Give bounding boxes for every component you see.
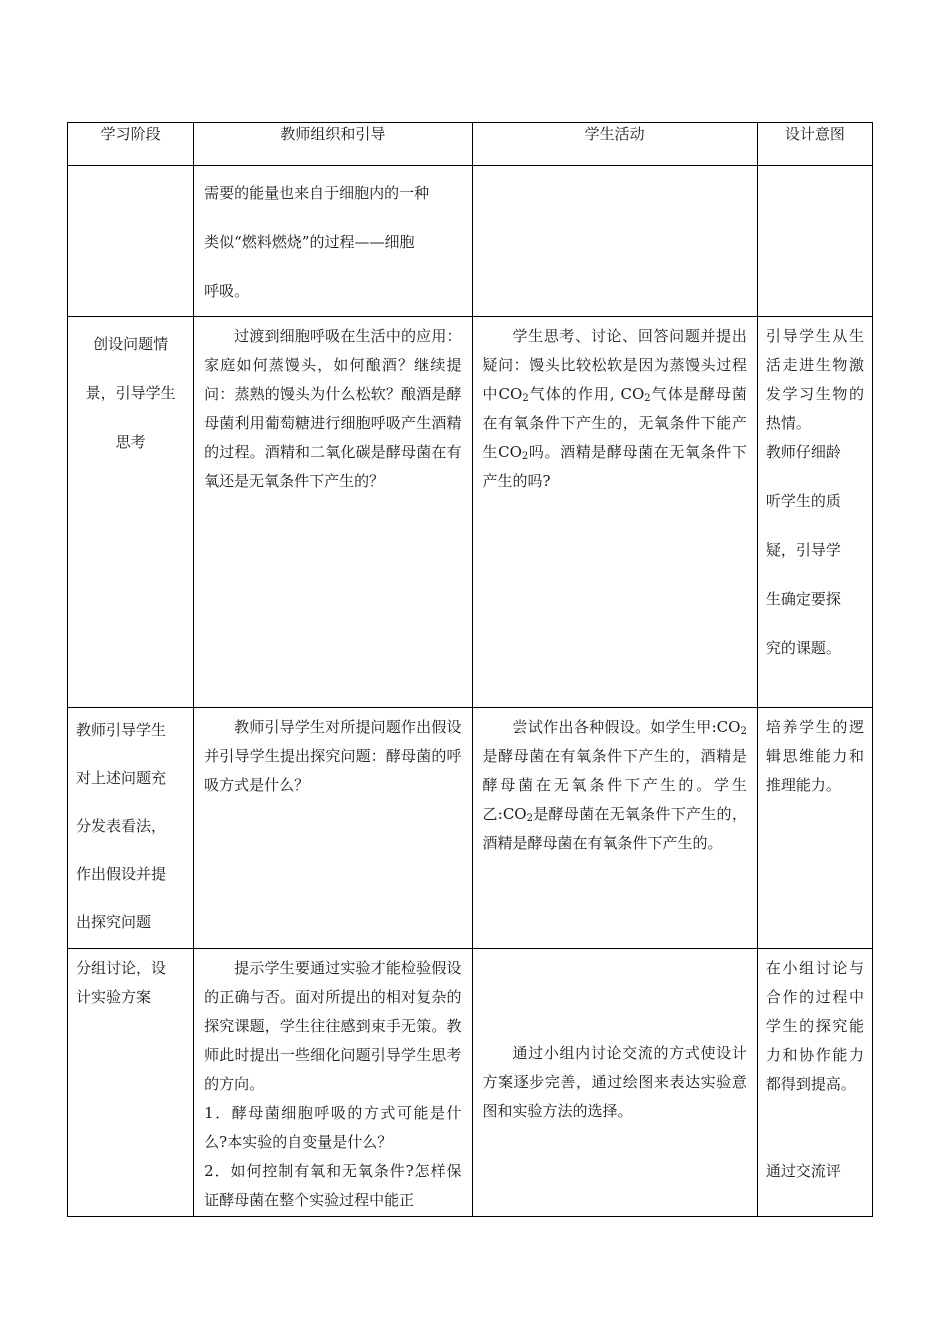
teacher-text: 教师引导学生对所提问题作出假设并引导学生提出探究问题：酵母菌的呼吸方式是什么？ [204, 718, 462, 794]
intent-text: 引导学生从生活走进生物激发学习生物的热情。 [765, 327, 864, 432]
header-teacher: 教师组织和引导 [194, 123, 472, 166]
table-row [68, 708, 873, 949]
teacher-cell [194, 166, 472, 317]
student-text: 通过小组内讨论交流的方式使设计方案逐步完善，通过绘图来表达实验意图和实验方法的选择。 [482, 1044, 747, 1120]
teacher-line: 类似“燃料燃烧”的过程——细胞 [204, 233, 415, 251]
student-cell [472, 166, 757, 317]
stage-line: 教师引导学生 [76, 721, 167, 739]
table-header-row [68, 123, 873, 166]
intent-text: 培养学生的逻辑思维能力和推理能力。 [765, 718, 864, 794]
teacher-line: 呼吸。 [204, 282, 250, 300]
header-student: 学生活动 [472, 123, 757, 166]
teacher-text: 提示学生要通过实验才能检验假设的正确与否。面对所提出的相对复杂的探究课题，学生往往感到束手无策。教师此时提出一些细化问题引导学生思考的方向。 [204, 959, 462, 1093]
stage-cell [68, 317, 194, 708]
lesson-plan-table [67, 122, 873, 1217]
intent-line: 生确定要探 [765, 590, 841, 608]
student-cell [472, 317, 757, 708]
intent-text: 通过交流评 [765, 1162, 841, 1180]
stage-line: 出探究问题 [76, 913, 152, 931]
table-row [68, 949, 873, 1217]
stage-line: 景，引导学生 [85, 384, 176, 402]
stage-cell [68, 949, 194, 1217]
intent-cell [757, 708, 872, 949]
stage-line: 创设问题情 [93, 335, 169, 353]
stage-cell [68, 166, 194, 317]
stage-line: 分发表看法， [76, 817, 167, 835]
intent-cell [757, 166, 872, 317]
teacher-cell [194, 317, 472, 708]
teacher-cell [194, 708, 472, 949]
intent-text: 在小组讨论与合作的过程中学生的探究能力和协作能力都得到提高。 [765, 959, 864, 1093]
teacher-question: 2．如何控制有氧和无氧条件?怎样保证酵母菌在整个实验过程中能正 [204, 1162, 462, 1209]
table-row [68, 166, 873, 317]
intent-line: 疑，引导学 [765, 541, 841, 559]
intent-line: 究的课题。 [765, 639, 841, 657]
teacher-text: 过渡到细胞呼吸在生活中的应用：家庭如何蒸馒头，如何酿酒？继续提问：蒸熟的馒头为什么松软？酿酒是酵母菌利用葡萄糖进行细胞呼吸产生酒精的过程。酒精和二氧化碳是酵母菌在有氧还是无氧条件下产生的？ [204, 327, 462, 490]
header-intent: 设计意图 [757, 123, 872, 166]
table-row [68, 317, 873, 708]
intent-cell [757, 949, 872, 1217]
header-stage: 学习阶段 [68, 123, 194, 166]
stage-line: 计实验方案 [76, 988, 152, 1006]
student-text: 学生思考、讨论、回答问题并提出疑问：馒头比较松软是因为蒸馒头过程中$CO_2$气体的作用, $CO_2$气体是酵母菌在有氧条件下产生的，无氧条件下能产生$CO_2$吗。酒精是酵母菌在无氧条件下产生的吗? [482, 327, 747, 490]
stage-line: 思考 [115, 433, 146, 451]
student-cell [472, 949, 757, 1217]
intent-cell [757, 317, 872, 708]
student-cell [472, 708, 757, 949]
stage-cell [68, 708, 194, 949]
intent-line: 教师仔细龄 [765, 443, 841, 461]
stage-line: 分组讨论，设 [76, 959, 167, 977]
teacher-cell [194, 949, 472, 1217]
stage-line: 对上述问题充 [76, 769, 167, 787]
teacher-question: 1．酵母菌细胞呼吸的方式可能是什么?本实验的自变量是什么？ [204, 1104, 462, 1151]
student-text: 尝试作出各种假设。如学生甲$:CO_2$是酵母菌在有氧条件下产生的，酒精是酵母菌在无氧条件下产生的。学生乙$:CO_2$是酵母菌在无氧条件下产生的，酒精是酵母菌在有氧条件下产生的。 [482, 718, 747, 852]
stage-line: 作出假设并提 [76, 865, 167, 883]
teacher-line: 需要的能量也来自于细胞内的一种 [204, 184, 430, 202]
intent-line: 听学生的质 [765, 492, 841, 510]
